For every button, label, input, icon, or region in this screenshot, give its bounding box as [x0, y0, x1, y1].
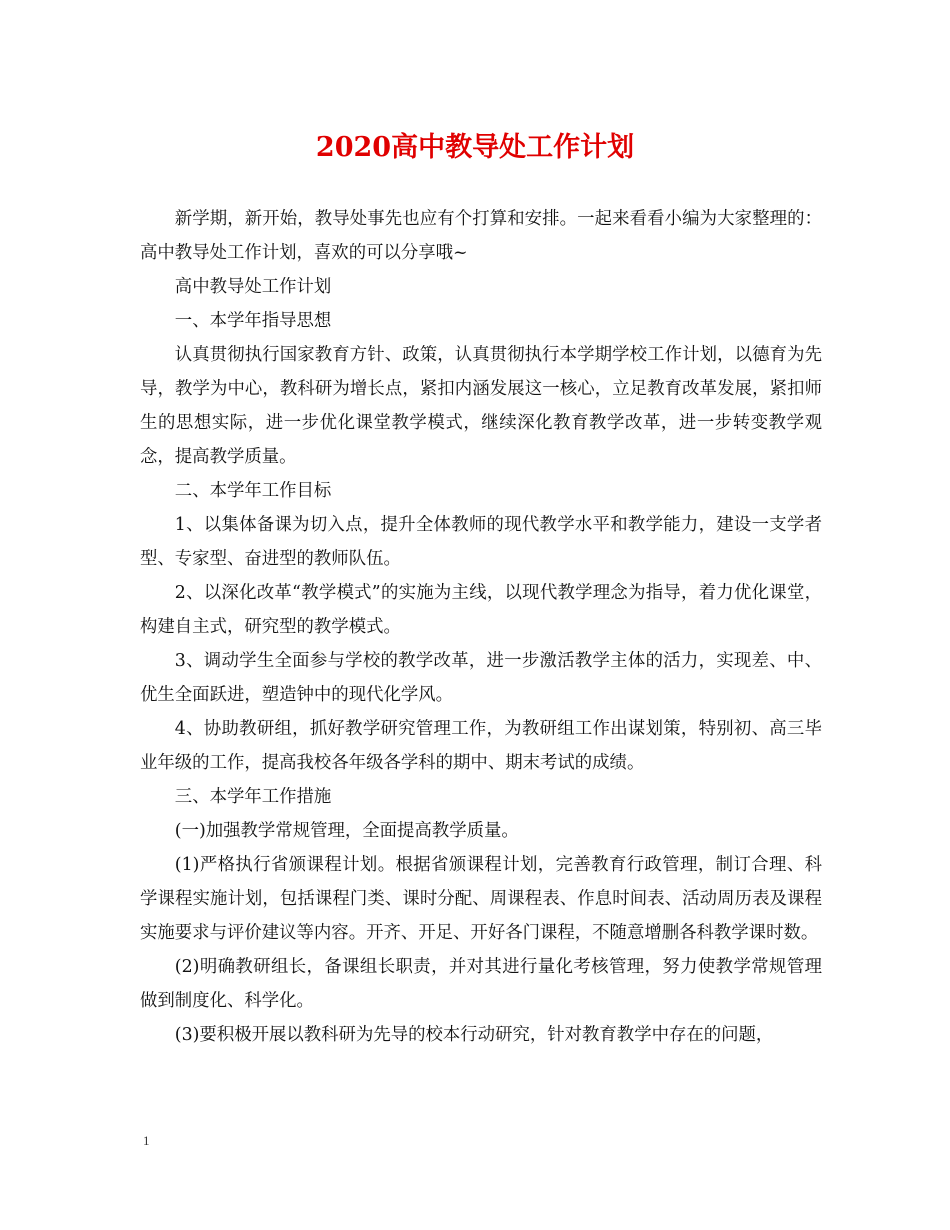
paragraph: 2、以深化改革“教学模式”的实施为主线，以现代教学理念为指导，着力优化课堂，构建自主式，研究型的教学模式。	[140, 583, 822, 637]
document-body	[140, 202, 822, 1052]
section-heading: 二、本学年工作目标	[174, 481, 332, 501]
paragraph: (3)要积极开展以教科研为先导的校本行动研究，针对教育教学中存在的问题，	[174, 1025, 774, 1045]
document-title: 2020高中教导处工作计划	[315, 132, 635, 163]
paragraph: (1)严格执行省颁课程计划。根据省颁课程计划，完善教育行政管理，制订合理、科学课程实施计划，包括课程门类、课时分配、周课程表、作息时间表、活动周历表及课程实施要求与评价建议等内容。开齐、开足、开好各门课程，不随意增删各科教学课时数。	[140, 855, 822, 943]
paragraph: (2)明确教研组长，备课组长职责，并对其进行量化考核管理，努力使教学常规管理做到制度化、科学化。	[140, 957, 822, 1011]
paragraph: 认真贯彻执行国家教育方针、政策，认真贯彻执行本学期学校工作计划，以德育为先导，教学为中心，教科研为增长点，紧扣内涵发展这一核心，立足教育改革发展，紧扣师生的思想实际，进一步优化课堂教学模式，继续深化教育教学改革，进一步转变教学观念，提高教学质量。	[140, 345, 822, 467]
section-heading: 三、本学年工作措施	[174, 787, 332, 807]
paragraph: 4、协助教研组，抓好教学研究管理工作，为教研组工作出谋划策，特别初、高三毕业年级的工作，提高我校各年级各学科的期中、期末考试的成绩。	[140, 719, 822, 773]
paragraph: 高中教导处工作计划	[174, 277, 332, 297]
paragraph: 新学期，新开始，教导处事先也应有个打算和安排。一起来看看小编为大家整理的：高中教导处工作计划，喜欢的可以分享哦~	[140, 209, 822, 263]
paragraph: 1、以集体备课为切入点，提升全体教师的现代教学水平和教学能力，建设一支学者型、专家型、奋进型的教师队伍。	[140, 515, 822, 569]
page-number: 1	[143, 1133, 150, 1148]
section-heading: 一、本学年指导思想	[174, 311, 332, 331]
paragraph: (一)加强教学常规管理，全面提高教学质量。	[174, 821, 519, 841]
paragraph: 3、调动学生全面参与学校的教学改革，进一步激活教学主体的活力，实现差、中、优生全面跃进，塑造钟中的现代化学风。	[140, 651, 822, 705]
